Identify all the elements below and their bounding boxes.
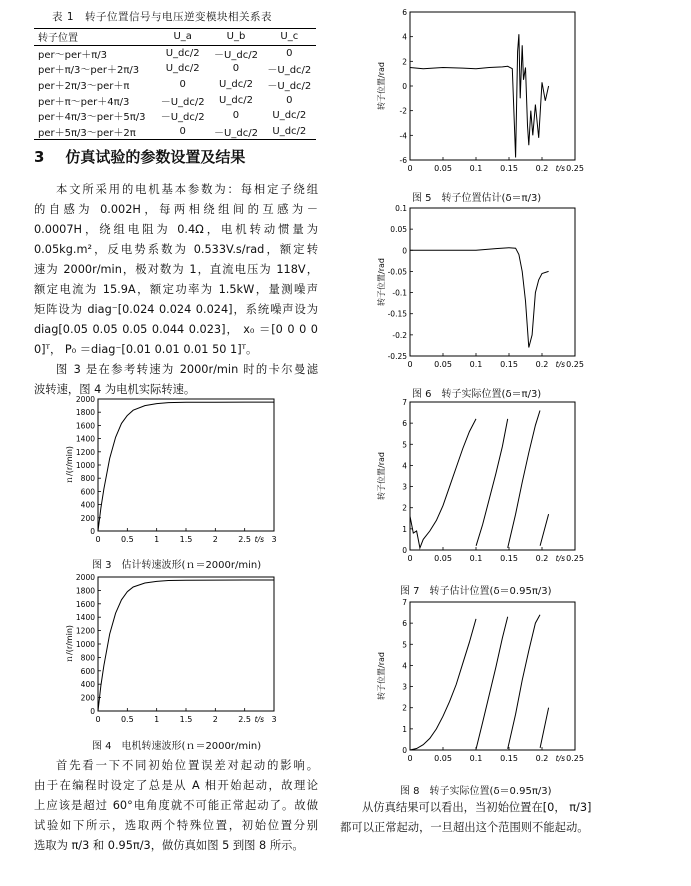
table-header-cell: U_b [226,31,246,43]
table-row [34,92,316,108]
figure-8-caption: 图 8 转子实际位置(δ＝0.95π/3) [400,786,552,797]
table1-caption: 表 1 转子位置信号与电压逆变模块相关系表 [52,11,273,23]
y-tick-label: 0 [402,746,407,755]
table-header-cell: U_c [280,31,299,43]
y-tick-label: -2 [399,106,407,116]
y-tick-label: 0 [402,246,407,256]
y-tick-label: 200 [80,693,95,703]
x-axis-label: t/s [555,554,565,563]
text-line: 0.05kg.m²，反电势系数为 0.533V.s/rad，额定转 [34,243,318,256]
y-axis-label: 转子位置/rad [377,652,386,700]
table-cell: U_dc/2 [272,110,307,122]
table-cell: －U_dc/2 [160,96,205,108]
y-tick-label: 200 [80,513,95,523]
x-tick-label: 0.5 [120,535,134,544]
table-cell: 0 [179,125,186,137]
table-header-cell: U_a [173,31,192,43]
series-line [410,615,549,750]
text-line: 0.0007H，绕组电阻为 0.4Ω，电机转动惯量为 [34,223,318,236]
text-line: 的自感为 0.002H，每两相绕组间的互感为－ [34,203,318,216]
y-tick-label: 800 [80,653,95,663]
y-tick-label: 1800 [75,586,95,596]
y-tick-label: 0.1 [395,204,407,213]
x-tick-label: 0 [95,715,101,724]
y-tick-label: 7 [402,398,407,407]
paragraph-parameters [34,180,318,360]
paragraph-start-test [34,756,318,856]
x-tick-label: 2 [212,535,218,544]
x-tick-label: 3 [271,715,277,724]
y-tick-label: 2000 [75,573,95,582]
text-line: 0]ᵀ， P₀ ＝diag⁻[0.01 0.01 0.01 50 1]ᵀ。 [34,343,258,356]
plot-frame [410,208,575,356]
y-tick-label: -0.1 [392,288,407,298]
table-cell: U_dc/2 [165,47,200,59]
series-line [98,580,274,711]
series-line [410,34,549,157]
text-line: 选取为 π/3 和 0.95π/3，做仿真如图 5 到图 8 所示。 [34,839,304,852]
series-line [410,248,549,348]
text-line: 波转速，图 4 为电机实际转速。 [34,383,196,396]
text-line: 额定电流为 15.9A，额定功率为 1.5kW，量测噪声 [34,283,318,296]
x-tick-label: 2.5 [238,535,252,544]
x-tick-label: 0 [407,554,413,563]
table-cell: －U_dc/2 [214,49,258,61]
paragraph-conclusion [340,798,640,838]
x-tick-label: 0.1 [469,554,483,563]
y-tick-label: 1800 [75,408,95,418]
x-tick-label: 1.5 [179,715,193,724]
y-axis-label: 转子位置/rad [377,62,386,110]
y-axis-label: 转子位置/rad [377,258,386,306]
x-tick-label: 0.2 [535,754,549,763]
x-tick-label: 0.25 [566,554,584,563]
text-line: 本文所采用的电机基本参数为：每相定子绕组 [56,183,318,196]
y-tick-label: 3 [402,682,407,692]
text-line: 从仿真结果可以看出，当初始位置在[0， π/3] [362,801,592,814]
y-tick-label: 1400 [75,434,95,444]
section-title: 仿真试验的参数设置及结果 [65,148,246,166]
x-axis-label: t/s [555,360,565,369]
y-tick-label: 2 [402,503,407,513]
x-tick-label: 0.1 [469,754,483,763]
plot-frame [98,577,274,711]
x-tick-label: 0.05 [434,754,452,763]
text-line: 由于在编程时设定了总是从 A 相开始起动，故理论 [34,779,318,792]
table-cell: per＋4π/3～per＋5π/3 [38,112,146,124]
figure-7-caption: 图 7 转子估计位置(δ＝0.95π/3) [400,586,552,597]
y-axis-label: ｎ/(r/min) [65,624,74,664]
y-tick-label: 5 [402,440,407,450]
y-tick-label: 1000 [75,640,95,649]
table-row [34,77,316,93]
table-cell: U_dc/2 [272,125,307,137]
x-tick-label: 2.5 [238,715,252,724]
table1 [34,28,316,140]
figure-7-chart [372,396,587,576]
table-cell: 0 [232,110,240,122]
x-axis-label: t/s [555,164,565,173]
x-axis-label: t/s [555,754,565,763]
y-tick-label: 1400 [75,613,95,623]
table-row [34,45,316,61]
x-tick-label: 0.25 [566,360,584,369]
figure-4-chart [60,571,285,731]
table-cell: U_dc/2 [219,79,253,91]
table-cell: U_dc/2 [219,94,253,106]
text-line: diag[0.05 0.05 0.05 0.044 0.023]， x₀ ＝[0 0 0 0 [34,323,318,336]
x-tick-label: 0 [95,535,101,544]
y-tick-label: -6 [399,156,407,165]
x-tick-label: 0 [407,754,413,763]
table-header-cell: 转子位置 [38,33,78,45]
x-tick-label: 0.1 [469,360,483,369]
y-tick-label: 600 [80,487,95,497]
table-row [34,108,316,124]
x-tick-label: 1 [154,535,160,544]
plot-frame [410,402,575,550]
table-cell: －U_dc/2 [267,81,312,93]
y-tick-label: 0 [90,527,95,536]
y-tick-label: 1600 [75,421,95,431]
y-tick-label: 600 [80,666,95,676]
x-axis-label: t/s [254,535,264,544]
y-tick-label: 1000 [75,461,95,470]
y-tick-label: 6 [402,419,407,429]
x-tick-label: 0.15 [500,164,518,173]
y-tick-label: -4 [399,131,407,141]
text-line: 都可以正常起动，一旦超出这个范围则不能起动。 [340,821,589,834]
y-tick-label: 6 [402,619,407,629]
text-line: 上应该是超过 60°电角度就不可能正常起动了。故做 [34,799,318,812]
y-tick-label: 800 [80,474,95,484]
text-line: 试验如下所示，选取两个特殊位置，初始位置分别 [34,819,318,832]
x-tick-label: 0.5 [120,715,134,724]
x-tick-label: 2 [212,715,218,724]
section-number: 3 [34,148,45,166]
figure-3-caption: 图 3 估计转速波形(ｎ＝2000r/min) [92,560,262,571]
table-cell: －U_dc/2 [160,112,205,124]
y-tick-label: 5 [402,640,407,650]
table-cell: 0 [286,47,293,59]
text-line: 速为 2000r/min，极对数为 1，直流电压为 118V， [34,263,318,276]
text-line: 首先看一下不同初始位置误差对起动的影响。 [56,759,318,772]
x-tick-label: 0.05 [434,164,452,173]
y-tick-label: 3 [402,482,407,492]
table-cell: per～per＋π/3 [38,49,107,61]
x-tick-label: 0.15 [500,360,518,369]
series-line [410,411,549,548]
text-line: 图 3 是在参考转速为 2000r/min 时的卡尔曼滤 [56,363,318,376]
y-tick-label: -0.2 [392,330,407,340]
x-tick-label: 0.2 [535,360,549,369]
x-tick-label: 0.15 [500,754,518,763]
y-tick-label: 1 [402,524,407,534]
figure-3-chart [60,393,285,548]
x-tick-label: 0.25 [566,164,584,173]
table-row [34,61,316,77]
x-tick-label: 0.2 [535,554,549,563]
y-tick-label: 4 [402,661,407,671]
x-tick-label: 0 [407,360,413,369]
x-tick-label: 1.5 [179,535,193,544]
y-axis-label: 转子位置/rad [377,452,386,500]
table-cell: －U_dc/2 [214,127,258,139]
table-cell: per＋2π/3～per＋π [38,81,130,93]
table-header-row [34,29,316,46]
x-tick-label: 0.2 [535,164,549,173]
x-tick-label: 0.15 [500,554,518,563]
table-cell: 0 [232,63,240,75]
figure-5-chart [372,4,587,184]
y-tick-label: 400 [80,500,95,510]
y-tick-label: 6 [402,8,407,17]
table-cell: －U_dc/2 [267,65,312,77]
y-tick-label: 0 [402,82,407,91]
table1-body [34,45,316,140]
y-tick-label: 1600 [75,599,95,609]
table-cell: per＋5π/3～per＋2π [38,127,136,139]
y-tick-label: 2000 [75,395,95,404]
x-tick-label: 0.05 [434,554,452,563]
x-tick-label: 0.25 [566,754,584,763]
table-cell: 0 [286,94,293,106]
y-tick-label: 2 [402,57,407,67]
y-tick-label: -0.05 [387,267,407,277]
y-tick-label: 1 [402,724,407,734]
figure-4-caption: 图 4 电机转速波形(ｎ＝2000r/min) [92,741,262,752]
y-tick-label: 4 [402,461,407,471]
y-tick-label: 0.05 [390,225,407,235]
y-tick-label: 2 [402,703,407,713]
series-line [98,402,274,531]
figure-8-chart [372,594,587,774]
y-tick-label: -0.15 [387,309,407,319]
table-cell: 0 [179,79,186,91]
x-tick-label: 0 [407,164,413,173]
y-tick-label: 0 [402,546,407,555]
y-tick-label: -0.25 [387,352,407,361]
plot-frame [410,12,575,160]
x-tick-label: 0.1 [469,164,483,173]
plot-frame [410,602,575,750]
x-tick-label: 0.05 [434,360,452,369]
y-tick-label: 4 [402,32,407,42]
y-axis-label: ｎ/(r/min) [65,445,74,485]
figure-5-caption: 图 5 转子位置估计(δ＝π/3) [412,193,542,204]
y-tick-label: 400 [80,680,95,690]
x-tick-label: 3 [271,535,277,544]
y-tick-label: 7 [402,598,407,607]
x-tick-label: 1 [154,715,160,724]
y-tick-label: 1200 [75,626,95,636]
figure-6-caption: 图 6 转子实际位置(δ＝π/3) [412,389,542,400]
section-heading [34,146,245,167]
table-cell: per＋π/3～per＋2π/3 [38,65,140,77]
y-tick-label: 0 [90,707,95,716]
table-cell: U_dc/2 [165,63,200,75]
table-row [34,124,316,140]
x-axis-label: t/s [254,715,264,724]
figure-6-chart [372,200,587,380]
y-tick-label: 1200 [75,447,95,457]
table-cell: per＋π～per＋4π/3 [38,96,130,108]
text-line: 矩阵设为 diag⁻[0.024 0.024 0.024]，系统噪声设为 [34,303,318,316]
